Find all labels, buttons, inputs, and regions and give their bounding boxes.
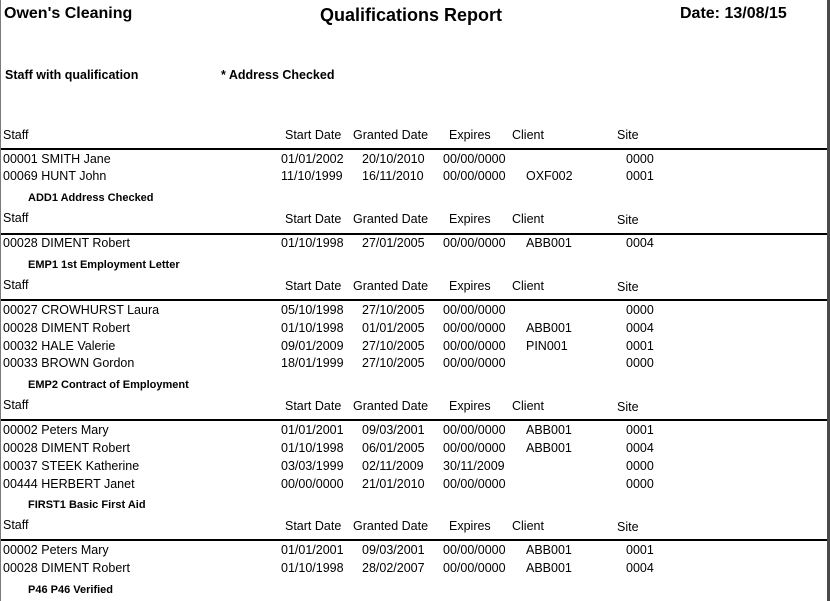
row-expires: 00/00/0000 xyxy=(443,321,506,335)
row-expires: 00/00/0000 xyxy=(443,303,506,317)
group-footer-qualification: ADD1 Address Checked xyxy=(28,192,154,204)
row-expires: 00/00/0000 xyxy=(443,169,506,183)
row-client: ABB001 xyxy=(526,423,572,437)
col-header-expires: Expires xyxy=(449,128,491,142)
row-granted-date: 06/01/2005 xyxy=(362,441,425,455)
col-header-staff: Staff xyxy=(3,128,29,142)
col-header-site: Site xyxy=(617,400,639,414)
row-site: 0000 xyxy=(626,303,654,317)
row-site: 0001 xyxy=(626,169,654,183)
row-start-date: 01/01/2001 xyxy=(281,543,344,557)
col-header-client: Client xyxy=(512,399,544,413)
row-staff: 00028 DIMENT Robert xyxy=(3,236,130,250)
col-header-start-date: Start Date xyxy=(285,399,342,413)
group-footer-qualification: FIRST1 Basic First Aid xyxy=(28,499,146,511)
report-title: Qualifications Report xyxy=(320,5,503,25)
col-header-start-date: Start Date xyxy=(285,279,342,293)
row-start-date: 18/01/1999 xyxy=(281,356,344,370)
row-granted-date: 09/03/2001 xyxy=(362,423,425,437)
row-granted-date: 28/02/2007 xyxy=(362,561,425,575)
row-start-date: 01/01/2002 xyxy=(281,152,344,166)
header-rule xyxy=(1,539,827,541)
group-footer-qualification: P46 P46 Verified xyxy=(28,584,113,596)
col-header-site: Site xyxy=(617,520,639,534)
row-client: ABB001 xyxy=(526,321,572,335)
col-header-site: Site xyxy=(617,280,639,294)
col-header-site: Site xyxy=(617,213,639,227)
row-granted-date: 01/01/2005 xyxy=(362,321,425,335)
col-header-expires: Expires xyxy=(449,519,491,533)
row-start-date: 01/10/1998 xyxy=(281,441,344,455)
row-granted-date: 27/01/2005 xyxy=(362,236,425,250)
row-granted-date: 27/10/2005 xyxy=(362,303,425,317)
row-staff: 00037 STEEK Katherine xyxy=(3,459,140,473)
row-expires: 00/00/0000 xyxy=(443,423,506,437)
col-header-staff: Staff xyxy=(3,278,29,292)
col-header-granted-date: Granted Date xyxy=(353,128,429,142)
row-staff: 00444 HERBERT Janet xyxy=(3,477,135,491)
row-client: ABB001 xyxy=(526,543,572,557)
group-footer-qualification: EMP2 Contract of Employment xyxy=(28,379,189,391)
col-header-client: Client xyxy=(512,128,544,142)
row-client: OXF002 xyxy=(526,169,573,183)
header-rule xyxy=(1,148,827,150)
group-footer-qualification: EMP1 1st Employment Letter xyxy=(28,259,180,271)
col-header-start-date: Start Date xyxy=(285,128,342,142)
row-site: 0001 xyxy=(626,339,654,353)
row-site: 0000 xyxy=(626,152,654,166)
row-site: 0001 xyxy=(626,543,654,557)
row-site: 0004 xyxy=(626,561,654,575)
header-rule xyxy=(1,299,827,301)
col-header-client: Client xyxy=(512,279,544,293)
row-expires: 00/00/0000 xyxy=(443,477,506,491)
col-header-staff: Staff xyxy=(3,518,29,532)
col-header-granted-date: Granted Date xyxy=(353,519,429,533)
col-header-staff: Staff xyxy=(3,211,29,225)
row-start-date: 01/10/1998 xyxy=(281,321,344,335)
col-header-granted-date: Granted Date xyxy=(353,279,429,293)
row-start-date: 00/00/0000 xyxy=(281,477,344,491)
row-expires: 00/00/0000 xyxy=(443,441,506,455)
row-start-date: 01/01/2001 xyxy=(281,423,344,437)
row-expires: 00/00/0000 xyxy=(443,356,506,370)
row-expires: 00/00/0000 xyxy=(443,543,506,557)
col-header-start-date: Start Date xyxy=(285,519,342,533)
row-granted-date: 20/10/2010 xyxy=(362,152,425,166)
row-granted-date: 21/01/2010 xyxy=(362,477,425,491)
report-date: Date: 13/08/15 xyxy=(680,5,787,22)
row-expires: 00/00/0000 xyxy=(443,152,506,166)
row-start-date: 09/01/2009 xyxy=(281,339,344,353)
row-granted-date: 16/11/2010 xyxy=(362,169,424,183)
row-client: PIN001 xyxy=(526,339,568,353)
row-staff: 00028 DIMENT Robert xyxy=(3,321,130,335)
row-site: 0004 xyxy=(626,321,654,335)
row-expires: 00/00/0000 xyxy=(443,561,506,575)
header-rule xyxy=(1,419,827,421)
row-staff: 00028 DIMENT Robert xyxy=(3,441,130,455)
row-granted-date: 09/03/2001 xyxy=(362,543,425,557)
row-site: 0001 xyxy=(626,423,654,437)
row-site: 0004 xyxy=(626,236,654,250)
row-client: ABB001 xyxy=(526,561,572,575)
col-header-granted-date: Granted Date xyxy=(353,399,429,413)
row-granted-date: 02/11/2009 xyxy=(362,459,424,473)
row-client: ABB001 xyxy=(526,441,572,455)
page-border-left xyxy=(0,0,1,601)
row-expires: 00/00/0000 xyxy=(443,339,506,353)
row-staff: 00028 DIMENT Robert xyxy=(3,561,130,575)
col-header-client: Client xyxy=(512,212,544,226)
row-client: ABB001 xyxy=(526,236,572,250)
subtitle-staff-with-qualification: Staff with qualification xyxy=(5,68,139,82)
col-header-expires: Expires xyxy=(449,279,491,293)
row-staff: 00002 Peters Mary xyxy=(3,543,109,557)
row-start-date: 01/10/1998 xyxy=(281,561,344,575)
col-header-client: Client xyxy=(512,519,544,533)
col-header-expires: Expires xyxy=(449,212,491,226)
col-header-expires: Expires xyxy=(449,399,491,413)
row-granted-date: 27/10/2005 xyxy=(362,339,425,353)
row-staff: 00027 CROWHURST Laura xyxy=(3,303,160,317)
row-staff: 00032 HALE Valerie xyxy=(3,339,116,353)
row-granted-date: 27/10/2005 xyxy=(362,356,425,370)
row-expires: 00/00/0000 xyxy=(443,236,506,250)
col-header-start-date: Start Date xyxy=(285,212,342,226)
col-header-staff: Staff xyxy=(3,398,29,412)
row-start-date: 03/03/1999 xyxy=(281,459,344,473)
row-staff: 00002 Peters Mary xyxy=(3,423,109,437)
company-name: Owen's Cleaning xyxy=(4,5,133,22)
row-site: 0000 xyxy=(626,459,654,473)
row-start-date: 11/10/1999 xyxy=(281,169,343,183)
col-header-site: Site xyxy=(617,128,639,142)
row-staff: 00033 BROWN Gordon xyxy=(3,356,135,370)
row-site: 0000 xyxy=(626,477,654,491)
row-site: 0000 xyxy=(626,356,654,370)
row-staff: 00001 SMITH Jane xyxy=(3,152,111,166)
header-rule xyxy=(1,233,827,235)
col-header-granted-date: Granted Date xyxy=(353,212,429,226)
row-start-date: 01/10/1998 xyxy=(281,236,344,250)
subtitle-address-checked-legend: * Address Checked xyxy=(221,68,335,82)
row-start-date: 05/10/1998 xyxy=(281,303,344,317)
row-expires: 30/11/2009 xyxy=(443,459,505,473)
row-site: 0004 xyxy=(626,441,654,455)
row-staff: 00069 HUNT John xyxy=(3,169,107,183)
